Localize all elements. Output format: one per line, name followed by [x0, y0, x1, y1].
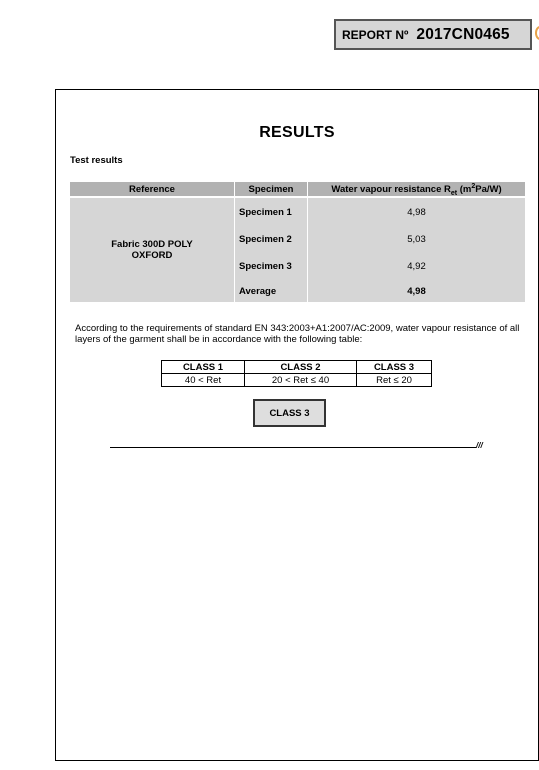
class-value: 40 < Ret [162, 374, 245, 387]
specimen-cell: Specimen 2 [235, 226, 308, 253]
end-line [110, 447, 476, 448]
class-table [161, 360, 432, 387]
specimen-cell: Average [235, 280, 308, 302]
results-table [70, 182, 525, 302]
class-header: CLASS 2 [245, 361, 357, 374]
header-water-vapour-resistance: Water vapour resistance $R_{et}$ $(m^2Pa/W)$ [308, 182, 526, 197]
page-edge-mark [535, 26, 539, 40]
specimen-cell: Specimen 1 [235, 197, 308, 226]
results-page-frame [55, 89, 539, 761]
class-value: 20 < Ret ≤ 40 [245, 374, 357, 387]
class-value: Ret ≤ 20 [357, 374, 432, 387]
reference-cell: Fabric 300D POLY OXFORD [70, 197, 235, 302]
page-title: RESULTS [259, 124, 335, 141]
value-cell: 5,03 [308, 226, 526, 253]
requirements-paragraph: According to the requirements of standard EN 343:2003+A1:2007/AC:2009, water vapour resistance of all layers of the garment shall be in accordance with the following table: [75, 323, 520, 345]
specimen-cell: Specimen 3 [235, 253, 308, 280]
section-subtitle: Test results [70, 155, 123, 166]
class-header: CLASS 3 [357, 361, 432, 374]
class-table-header-row [162, 361, 432, 374]
results-table-header-row [70, 182, 525, 197]
class-header: CLASS 1 [162, 361, 245, 374]
header-reference: Reference [70, 182, 235, 197]
table-row [70, 197, 525, 226]
header-specimen: Specimen [235, 182, 308, 197]
report-label: REPORT Nº [342, 27, 409, 42]
value-cell: 4,98 [308, 280, 526, 302]
value-cell: 4,98 [308, 197, 526, 226]
report-number: 2017CN0465 [416, 25, 510, 43]
class-table-value-row [162, 374, 432, 387]
end-marker: /// [476, 441, 483, 450]
report-number-box [334, 19, 532, 50]
value-cell: 4,92 [308, 253, 526, 280]
result-class-box: CLASS 3 [253, 399, 326, 427]
